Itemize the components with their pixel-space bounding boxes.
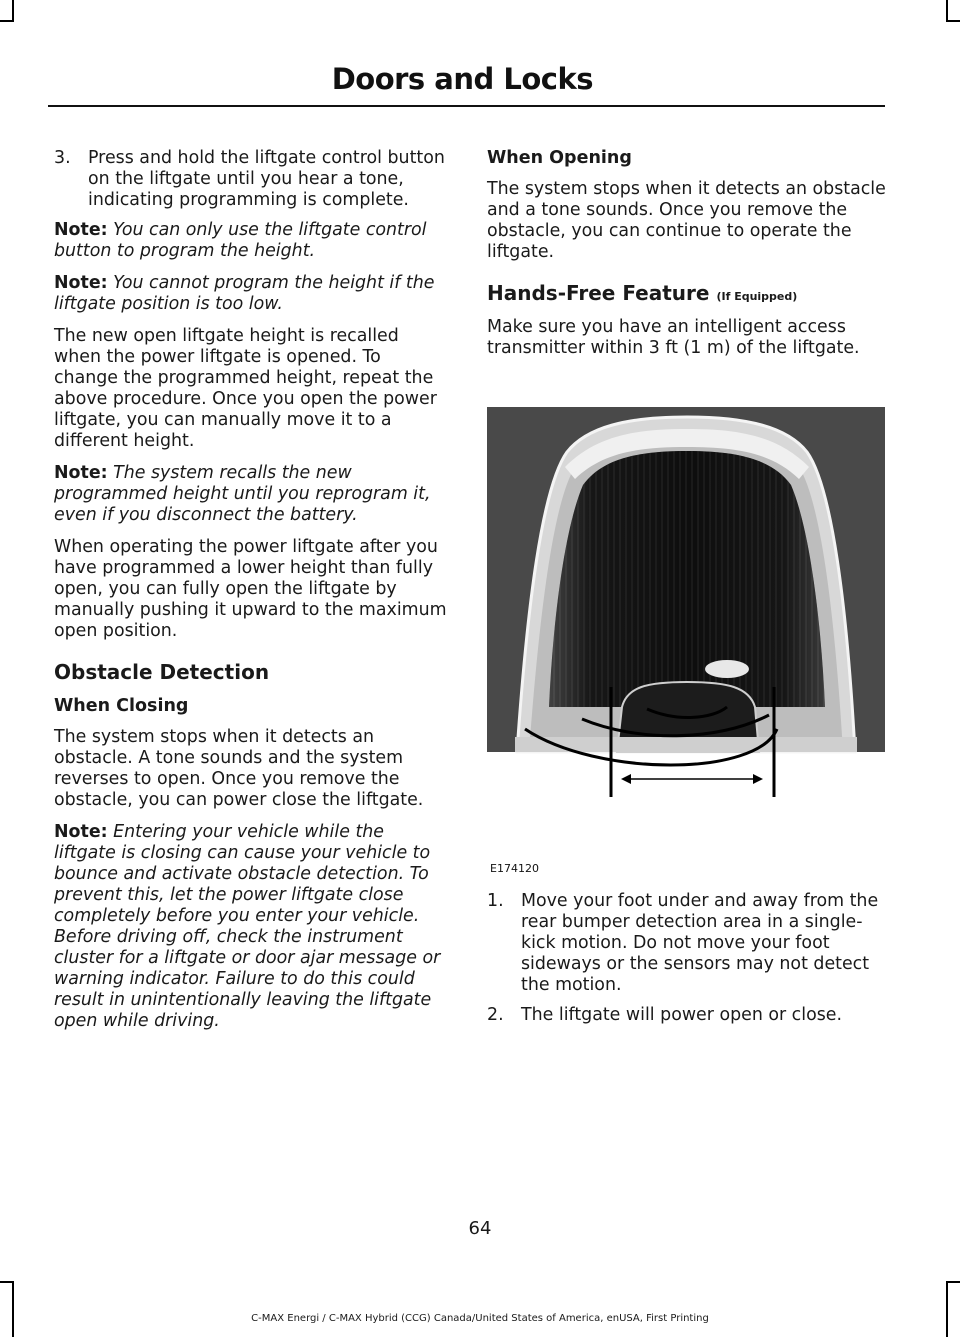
- step-2: [487, 1005, 887, 1026]
- arrow-head-right: [753, 774, 763, 784]
- note-label: Note:: [54, 273, 108, 293]
- note-text: Entering your vehicle while the liftgate is closing can cause your vehicle to bounce and activate obstacle detection. To prevent this, let the power liftgate close completely before you enter your vehicle. Before driving off, check the instrument cluster for a liftgate or door ajar message or warning indicator. Failure to do this could result in unintentionally leaving the liftgate open while driving.: [54, 822, 441, 1031]
- page-number: 64: [468, 1218, 492, 1239]
- note-label: Note:: [54, 220, 108, 240]
- emblem: [705, 660, 749, 678]
- step-text: Press and hold the liftgate control button on the liftgate until you hear a tone, indicating programming is complete.: [88, 148, 445, 210]
- note: [54, 220, 448, 262]
- figure-code: E174120: [490, 862, 539, 875]
- arrow-head-left: [621, 774, 631, 784]
- note: [54, 822, 448, 1032]
- crop-mark: [0, 1281, 14, 1283]
- hands-free-illustration: [487, 407, 885, 877]
- rear-vehicle-kick-diagram: [487, 407, 885, 877]
- subheading-when-closing: When Closing: [54, 696, 189, 716]
- crop-mark: [12, 0, 14, 22]
- heading-text: Hands-Free Feature: [487, 281, 710, 305]
- paragraph: Make sure you have an intelligent access transmitter within 3 ft (1 m) of the liftgate.: [487, 317, 860, 358]
- heading-obstacle-detection: Obstacle Detection: [54, 660, 270, 684]
- note-text: The system recalls the new programmed height until you reprogram it, even if you disconnect the battery.: [54, 463, 431, 525]
- crop-mark: [946, 1281, 948, 1337]
- paragraph: The new open liftgate height is recalled when the power liftgate is opened. To change the programmed height, repeat the above procedure. Once you open the power liftgate, you can manually move it to a different height.: [54, 326, 437, 451]
- crop-mark: [946, 20, 960, 22]
- note: [54, 463, 448, 526]
- note-text: You cannot program the height if the liftgate position is too low.: [54, 273, 435, 314]
- step-number: 2.: [487, 1005, 504, 1025]
- step-1: [487, 891, 887, 996]
- step-3: [54, 148, 448, 211]
- step-number: 3.: [54, 148, 71, 168]
- right-column: [487, 148, 887, 1035]
- note: [54, 273, 448, 315]
- rear-window-streaks: [549, 451, 825, 707]
- section-title: Doors and Locks: [331, 62, 593, 96]
- crop-mark: [946, 0, 948, 22]
- publication-footer: C-MAX Energi / C-MAX Hybrid (CCG) Canada/United States of America, enUSA, First Printing: [251, 1313, 709, 1324]
- heading-hands-free: [487, 281, 887, 305]
- paragraph: When operating the power liftgate after you have programmed a lower height than fully open, you can fully open the liftgate by manually pushing it upward to the maximum open position.: [54, 537, 447, 641]
- paragraph: The system stops when it detects an obstacle and a tone sounds. Once you remove the obstacle, you can continue to operate the liftgate.: [487, 179, 886, 262]
- note-label: Note:: [54, 822, 108, 842]
- step-text: Move your foot under and away from the rear bumper detection area in a single-kick motion. Do not move your foot sideways or the sensors may not detect the motion.: [521, 891, 879, 995]
- left-column: [54, 148, 448, 1043]
- crop-mark: [946, 1281, 960, 1283]
- heading-suffix: (If Equipped): [716, 290, 798, 303]
- note-text: You can only use the liftgate control button to program the height.: [54, 220, 427, 261]
- note-label: Note:: [54, 463, 108, 483]
- crop-mark: [12, 1281, 14, 1337]
- subheading-when-opening: When Opening: [487, 148, 632, 168]
- paragraph: The system stops when it detects an obstacle. A tone sounds and the system reverses to open. Once you remove the obstacle, you can power close the liftgate.: [54, 727, 424, 810]
- step-text: The liftgate will power open or close.: [521, 1005, 843, 1025]
- crop-mark: [0, 20, 14, 22]
- step-number: 1.: [487, 891, 504, 911]
- header-divider: [48, 105, 885, 107]
